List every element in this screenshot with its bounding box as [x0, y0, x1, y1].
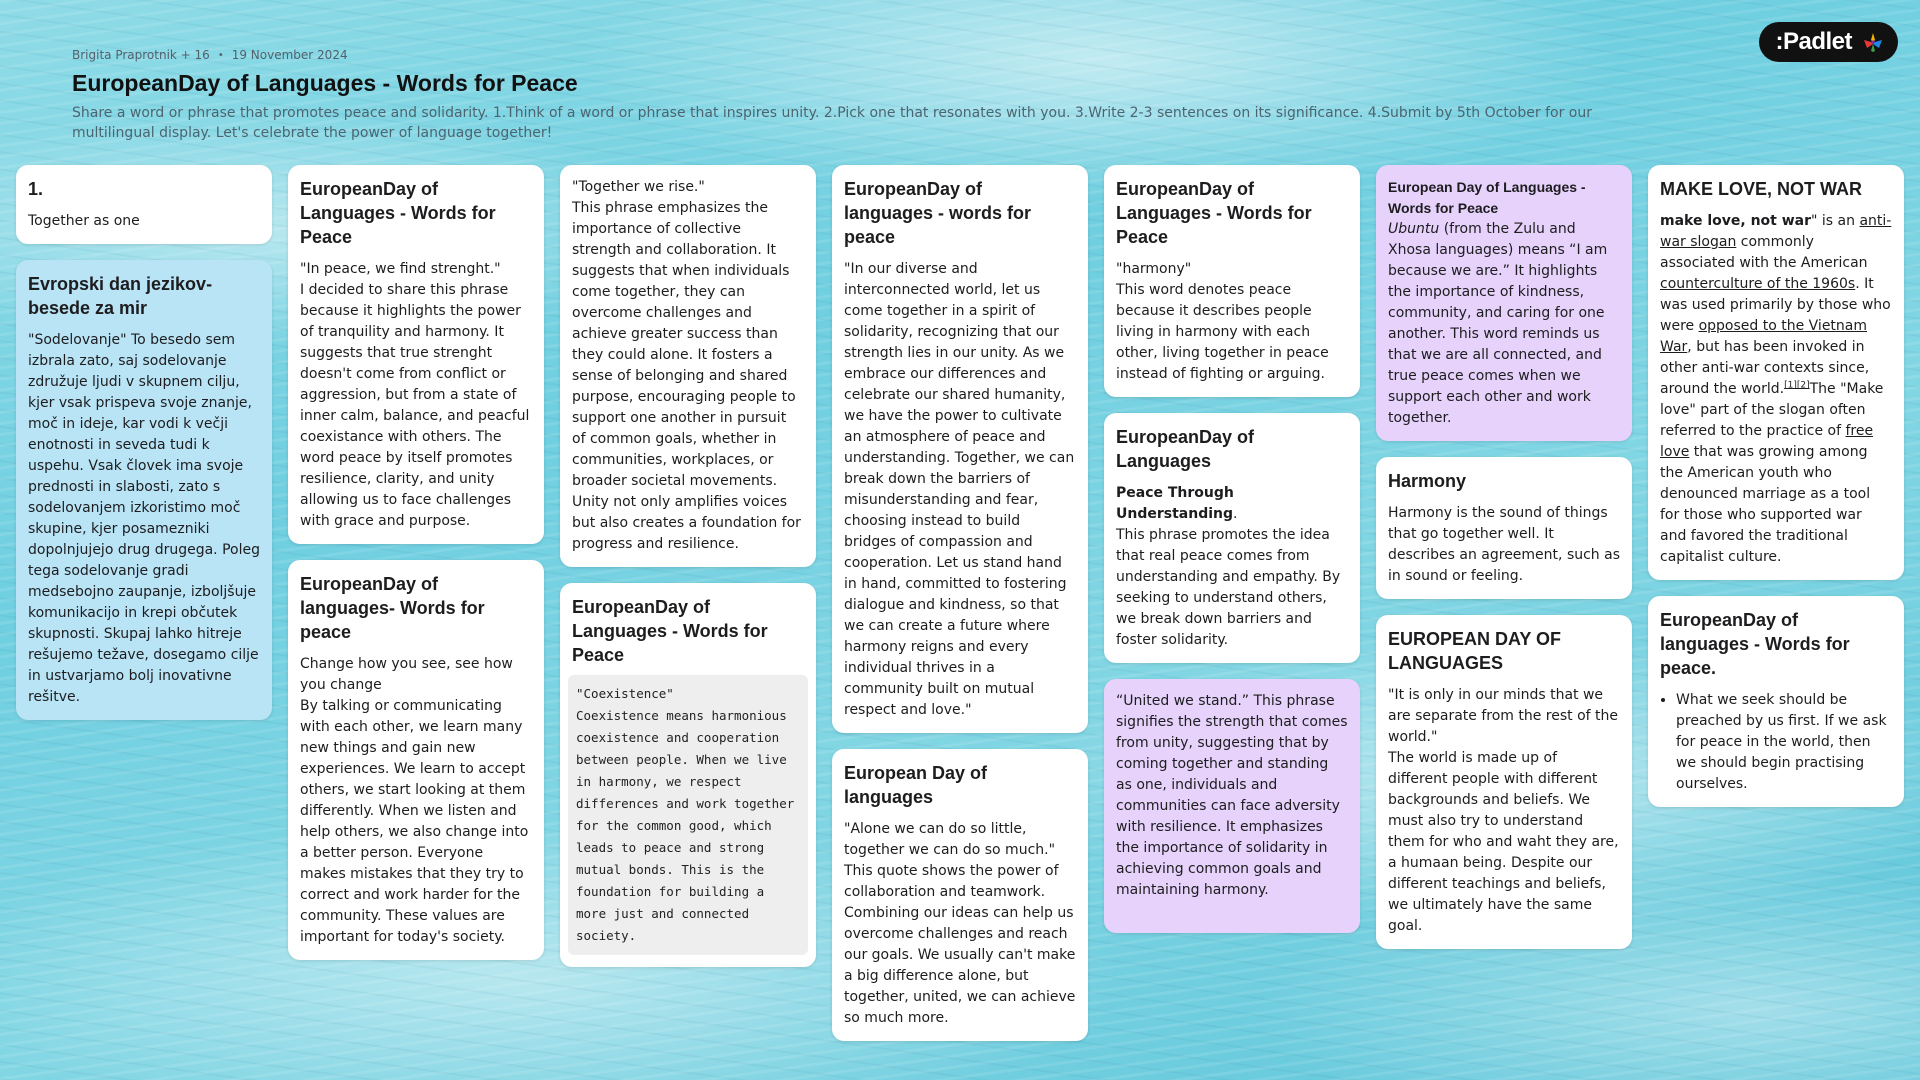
board-title: EuropeanDay of Languages - Words for Peace — [72, 70, 578, 96]
post-link[interactable]: anti-war slogan — [1660, 213, 1892, 250]
post-italic-text: Ubuntu — [1388, 221, 1440, 237]
post-text: , but has been invoked in other anti-war contexts since, around the world. — [1660, 339, 1870, 397]
post-body: "It is only in our minds that we are separate from the rest of the world." The world is made up of different people with different backgrounds and beliefs. We must also try to understand them for who and waht they are, a humaan being. Despite our different teachings and beliefs, we ultimately have the same goal. — [1388, 687, 1619, 934]
post-text: that was growing among the American youth who denounced marriage as a tool for those who supported war and favored the traditional capitalist culture. — [1660, 444, 1871, 565]
board-header — [72, 48, 1672, 143]
post-title: EuropeanDay of languages - words for peace — [844, 179, 1032, 247]
board-meta — [72, 48, 1672, 62]
post-bullet-list — [1660, 690, 1892, 795]
post-body: Change how you see, see how you change By talking or communicating with each other, we learn many new things and gain new experiences. We learn to accept others, we start looking at them differently. When we listen and help others, we also change into a better person. Everyone makes mistakes that they try to correct and work harder for the community. These values are important for today's society. — [300, 656, 529, 945]
post-text: (from the Zulu and Xhosa languages) means “I am because we are.” It highlights the importance of kindness, community, and caring for one another. This word reminds us that we are all connected, and true peace comes when we support each other and work together. — [1388, 221, 1608, 426]
separator-dot: • — [217, 49, 224, 61]
post-title: EuropeanDay of Languages - Words for Peace — [1116, 179, 1312, 247]
post-body: "In peace, we find strenght." I decided to share this phrase because it highlights the power of tranquility and harmony. It suggests that true strenght doesn't come from conflict or aggression, but from a state of inner calm, balance, and peacful coexistance with others. The word peace by itself promotes resilience, clarity, and unity allowing us to face challenges with grace and purpose. — [300, 261, 530, 529]
post-title: EuropeanDay of Languages - Words for Peace — [300, 179, 496, 247]
post-text: . It was used primarily by those who were — [1660, 276, 1891, 334]
post-title: EuropeanDay of languages - Words for peace. — [1660, 610, 1850, 678]
post-body: "harmony" This word denotes peace because it describes people living in harmony with each other, living together in peace instead of fighting or arguing. — [1116, 261, 1329, 382]
post-card[interactable] — [1376, 615, 1632, 949]
post-card[interactable] — [832, 749, 1088, 1041]
post-code-block: "Coexistence" Coexistence means harmonious coexistence and cooperation between people. When we live in harmony, we respect differences and work together for the common good, which leads to peace and strong mutual bonds. This is the foundation for building a more just and connected society. — [568, 675, 808, 955]
column-7 — [1648, 165, 1904, 823]
post-body: "Together we rise." This phrase emphasizes the importance of collective strength and collaboration. It suggests that when individuals come together, they can overcome challenges and achieve greater success than they could alone. It fosters a sense of belonging and shared purpose, encouraging people to support one another in pursuit of common goals, whether in communities, workplaces, or broader societal movements. Unity not only amplifies voices but also creates a foundation for progress and resilience. — [572, 179, 801, 552]
post-card[interactable] — [560, 165, 816, 567]
post-card[interactable] — [1648, 165, 1904, 580]
post-card[interactable] — [1104, 679, 1360, 933]
post-title: Harmony — [1388, 471, 1467, 491]
padlet-logo-text: :Padlet — [1775, 28, 1852, 55]
post-text: The "Make love" part of the slogan often referred to the practice of — [1660, 381, 1884, 439]
post-title: EuropeanDay of Languages — [1116, 427, 1255, 471]
post-body: Together as one — [28, 213, 140, 229]
post-bold-text: Peace Through Understanding — [1116, 485, 1234, 522]
post-body: Peace Through Understanding. — [1116, 485, 1238, 522]
post-body — [1388, 219, 1620, 429]
post-text: commonly associated with the American — [1660, 234, 1868, 271]
list-item: • What we seek should be preached by us first. If we ask for peace in the world, then we should begin practising ourselves. — [1676, 690, 1892, 795]
column-3 — [560, 165, 816, 983]
post-body: This phrase promotes the idea that real peace comes from understanding and empathy. By seeking to understand others, we break down barriers and foster solidarity. — [1116, 527, 1341, 648]
column-1 — [16, 165, 272, 736]
post-card[interactable] — [1376, 165, 1632, 441]
post-card[interactable] — [16, 260, 272, 720]
board-date: 19 November 2024 — [231, 48, 348, 62]
post-card[interactable] — [1648, 596, 1904, 807]
column-4 — [832, 165, 1088, 1057]
post-title: EuropeanDay of languages- Words for peace — [300, 574, 485, 642]
post-body: "In our diverse and interconnected world, let us come together in a spirit of solidarity, recognizing that our strength lies in our unity. As we embrace our differences and celebrate our shared humanity, we have the power to cultivate an atmosphere of peace and understanding. Together, we can break down the barriers of misunderstanding and fear, choosing instead to build bridges of compassion and cooperation. Let us stand hand in hand, committed to fostering dialogue and kindness, so that we can create a future where harmony reigns and every individual thrives in a community built on mutual respect and love." — [844, 261, 1075, 718]
post-body: Harmony is the sound of things that go together well. It describes an agreement, such as in sound or feeling. — [1388, 505, 1620, 584]
padlet-flower-icon — [1862, 31, 1884, 53]
post-link[interactable]: opposed to the Vietnam War — [1660, 318, 1868, 355]
post-title: EUROPEAN DAY OF LANGUAGES — [1388, 629, 1562, 673]
post-title: MAKE LOVE, NOT WAR — [1660, 179, 1862, 199]
post-title: Evropski dan jezikov- besede za mir — [28, 274, 213, 318]
post-link[interactable]: free love — [1660, 423, 1874, 460]
post-card[interactable] — [288, 165, 544, 544]
post-bold-text: make love, not war — [1660, 213, 1812, 229]
post-body: "Sodelovanje" To besedo sem izbrala zato, saj sodelovanje združuje ljudi v skupnem cilju, kjer vsak prispeva svoje znanje, moč in ideje, kar vodi k večji enotnosti in seveda tudi k uspehu. Vsak človek ima svoje prednosti in slabosti, zato s sodelovanjem izkoristimo moč skupine, kjer posamezniki dopolnjujejo drug drugega. Poleg tega sodelovanje gradi medsebojno zaupanje, izboljšuje komunikacijo in krepi občutek skupnosti. Skupaj lahko hitreje rešujemo težave, dosegamo cilje in ustvarjamo bolj inovativne rešitve. — [28, 332, 260, 705]
post-card[interactable] — [1104, 413, 1360, 663]
padlet-logo[interactable] — [1759, 22, 1898, 62]
post-title: EuropeanDay of Languages - Words for Peace — [572, 597, 768, 665]
column-5 — [1104, 165, 1360, 949]
board-author[interactable]: Brigita Praprotnik + 16 — [72, 48, 210, 62]
column-6 — [1376, 165, 1632, 965]
post-card[interactable] — [560, 583, 816, 967]
post-card[interactable] — [1104, 165, 1360, 397]
post-body — [1660, 211, 1892, 568]
post-card[interactable] — [1376, 457, 1632, 599]
post-card[interactable] — [288, 560, 544, 960]
citation-link[interactable]: [1][2] — [1784, 380, 1810, 391]
board-description: Share a word or phrase that promotes peace and solidarity. 1.Think of a word or phrase that inspires unity. 2.Pick one that resonates with you. 3.Write 2-3 sentences on its significance. 4.Submit by 5th October for our multilingual display. Let's celebrate the power of language together! — [72, 105, 1592, 141]
post-card[interactable] — [832, 165, 1088, 733]
post-link[interactable]: counterculture of the 1960s — [1660, 276, 1856, 292]
post-title: European Day of languages — [844, 763, 988, 807]
post-body: “United we stand.” This phrase signifies the strength that comes from unity, suggesting that by coming together and standing as one, individuals and communities can face adversity with resilience. It emphasizes the importance of solidarity in achieving common goals and maintaining harmony. — [1116, 693, 1348, 898]
post-title: 1. — [28, 179, 44, 199]
post-title: European Day of Languages - Words for Peace — [1388, 179, 1586, 216]
post-body: "Alone we can do so little, together we can do so much." This quote shows the power of collaboration and teamwork. Combining our ideas can help us overcome challenges and reach our goals. We usually can't make a big difference alone, but together, united, we can achieve so much more. — [844, 821, 1076, 1026]
post-card[interactable] — [16, 165, 272, 244]
column-2 — [288, 165, 544, 976]
post-text: " is an — [1811, 213, 1860, 229]
